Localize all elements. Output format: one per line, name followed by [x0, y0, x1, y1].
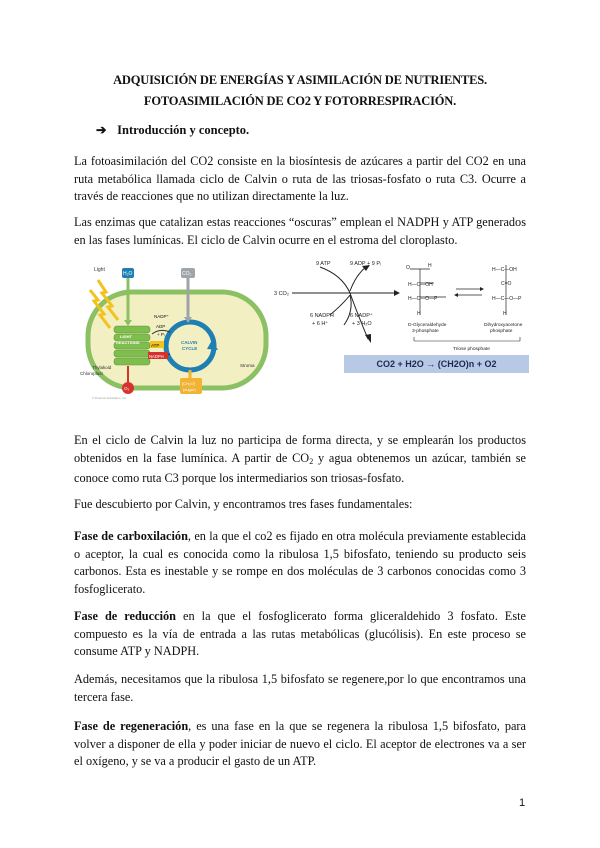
p3-subscript: 2: [309, 456, 314, 466]
paragraph-intro: La fotoasimilación del CO2 consiste en la biosíntesis de azúcares a partir del CO2 en una ruta metabólica llamada ciclo de Calvin o ruta de las triosas-fosfato o ruta C3. Ocurre a través de reacciones que no utilizan directamente la luz.: [74, 154, 526, 204]
label-atp9: 9 ATP: [316, 261, 331, 267]
label-nadph: NADPH: [149, 354, 164, 359]
label-nadph6: 6 NADPH: [310, 313, 334, 319]
label-sugar-1: [CH₂O]: [182, 381, 195, 386]
svg-text:H—C—OH: H—C—OH: [492, 267, 517, 273]
section-heading: [96, 122, 249, 138]
paragraph-calvin-light: [74, 432, 526, 488]
reduction-heading: Fase de reducción: [74, 609, 176, 623]
label-light: Light: [94, 267, 105, 273]
label-thylakoid: Thylakoid: [92, 365, 112, 370]
label-h2o3: + 3 H₂O: [352, 321, 372, 327]
label-o2: O₂: [124, 386, 130, 391]
label-pi: + Pᵢ: [157, 332, 165, 337]
svg-text:H: H: [417, 311, 421, 317]
arrow-reduction: [320, 267, 368, 339]
label-sugar-2: (sugar): [183, 387, 196, 392]
label-nadp: NADP⁺: [154, 314, 169, 319]
label-chloroplast: Chloroplast: [80, 371, 103, 376]
label-g3p-2: 3-phosphate: [412, 329, 439, 334]
label-h2o: H₂O: [123, 271, 133, 277]
equation-text: CO2 + H2O → (CH2O)n + O2: [376, 359, 497, 369]
label-co2-3: 3 CO₂: [274, 291, 289, 297]
equation-bar: [344, 355, 529, 373]
chloroplast-diagram: [80, 262, 270, 402]
label-nadp6: 6 NADP⁺: [350, 313, 373, 319]
label-triose: Triose phosphate: [453, 347, 490, 352]
label-dhap-1: Dihydroxyacetone: [484, 323, 523, 328]
label-adp: ADP: [156, 324, 166, 329]
g3p-structure: [410, 269, 446, 315]
svg-text:H: H: [503, 311, 507, 317]
paragraph-enzymes: Las enzimas que catalizan estas reacciones “oscuras” emplean el NADPH y ATP generados en las fases lumínicas. El ciclo de Calvin ocurre en el estroma del cloroplasto.: [74, 215, 526, 247]
paragraph-regeneration: [74, 718, 526, 771]
svg-text:H: H: [428, 263, 432, 269]
document-title: [74, 70, 526, 112]
reduction-text: en la que el fosfoglicerato forma gliceraldehido 3 fosfato. Este compuesto es la vía de entrada a las rutas metabólicas (glucólisis). En este proceso se consume ATP y NADPH.: [74, 609, 526, 659]
arrow-icon: ➔: [96, 123, 107, 137]
svg-text:H—C—O—P: H—C—O—P: [492, 296, 522, 302]
title-line-2: FOTOASIMILACIÓN DE CO2 Y FOTORRESPIRACIÓN.: [143, 94, 457, 108]
label-light-reactions-2: REACTIONS: [116, 340, 140, 345]
paragraph-reduction: [74, 608, 526, 661]
p3-text-a: En el ciclo de Calvin la luz no participa de forma directa, y se emplearán los productos obtenidos en la fase lumínica. A partir de CO: [74, 433, 526, 465]
label-adp9: 9 ADP + 9 Pᵢ: [350, 261, 381, 267]
svg-text:O: O: [406, 265, 410, 271]
section-heading-text: Introducción y concepto.: [117, 123, 250, 137]
label-h6: + 6 H⁺: [312, 321, 329, 327]
regeneration-heading: Fase de regeneración: [74, 719, 189, 733]
label-atp: ATP: [151, 343, 160, 348]
svg-text:C=O: C=O: [501, 281, 512, 287]
p3-text-b: y agua obtenemos un azúcar, también se conoce como ruta C3 porque los intermediarios son triosas-fosfato.: [74, 450, 527, 486]
label-calvin-2: CYCLE: [182, 346, 198, 351]
paragraph-phases-intro: Fue descubierto por Calvin, y encontramos tres fases fundamentales:: [74, 497, 413, 511]
page-number: 1: [519, 797, 526, 809]
thylakoid-stack: [114, 326, 150, 365]
label-calvin-1: CALVIN: [181, 340, 198, 345]
label-g3p-1: D-Glyceraldehyde: [408, 323, 447, 328]
label-credit: © Pearson Education, Inc.: [92, 396, 127, 400]
carboxylation-text: , en la que el co2 es fijado en otra molécula previamente establecida o aceptor, la cual es conocida como la ribulosa 1,5 bifosfato, teniendo su producto seis carbonos. Esta es inestable y se rompe en dos moléculas de 3 carbonos conocidas como 3 fosfoglicerato.: [74, 529, 526, 596]
label-stroma: Stroma: [240, 363, 255, 368]
paragraph-carboxylation: [74, 528, 526, 598]
svg-text:H—C—OH: H—C—OH: [408, 282, 433, 288]
carboxylation-heading: Fase de carboxilación: [74, 529, 188, 543]
reaction-scheme-diagram: [270, 255, 540, 355]
regeneration-text: , es una fase en la que se regenera la ribulosa 1,5 bifosfato, para volver a disponer de ella y poder iniciar de nuevo el ciclo. El aceptor de electrones va a ser el oxígeno, y se va a producir el gasto de un ATP.: [74, 719, 526, 769]
label-co2: CO₂: [182, 271, 192, 277]
paragraph-regeneration-intro: Además, necesitamos que la ribulosa 1,5 bifosfato se regenere,por lo que encontramos una tercera fase.: [74, 672, 526, 704]
label-light-reactions-1: LIGHT: [120, 334, 132, 339]
svg-text:H—C—O—P: H—C—O—P: [408, 296, 438, 302]
title-line-1: ADQUISICIÓN DE ENERGÍAS Y ASIMILACIÓN DE NUTRIENTES.: [113, 73, 487, 87]
label-dhap-2: phosphate: [490, 329, 513, 334]
